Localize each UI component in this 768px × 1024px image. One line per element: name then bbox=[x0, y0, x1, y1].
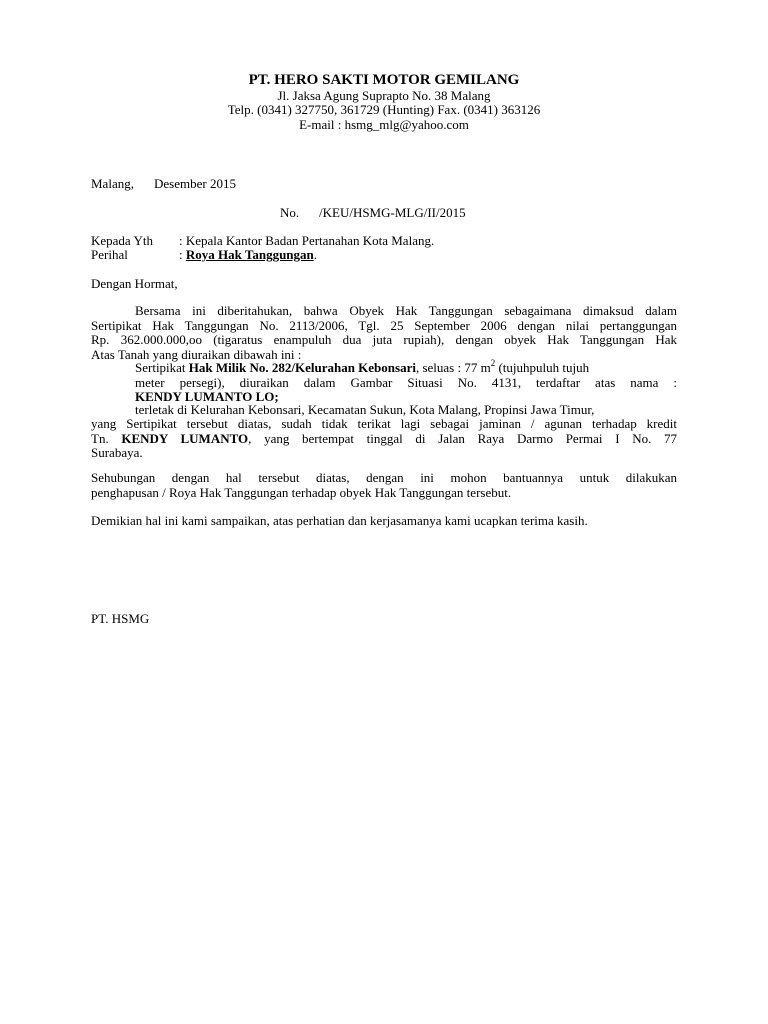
subject-line: : Roya Hak Tanggungan. bbox=[179, 247, 318, 262]
to-label: Kepada Yth bbox=[91, 233, 153, 248]
company-email: E-mail : hsmg_mlg@yahoo.com bbox=[299, 117, 469, 132]
paragraph-1: Bersama ini diberitahukan, bahwa Obyek Hak Tanggungan sebagaimana dimaksud dalam Sertipikat Hak Tanggungan No. 2113/2006, Tgl. 25 September 2006 dengan nilai pertanggungan Rp. 362.000.000,oo (tigaratus enampuluh dua juta rupiah), dengan obyek Hak Tanggungan Hak Atas Tanah yang diuraikan dibawah ini : bbox=[91, 303, 677, 362]
paragraph-4: Demikian hal ini kami sampaikan, atas perhatian dan kerjasamanya kami ucapkan terima kasih. bbox=[91, 513, 588, 528]
company-address: Jl. Jaksa Agung Suprapto No. 38 Malang bbox=[277, 88, 491, 103]
certificate-owner: KENDY LUMANTO LO; bbox=[135, 389, 279, 404]
paragraph-3: Sehubungan dengan hal tersebut diatas, dengan ini mohon bantuannya untuk dilakukan penghapusan / Roya Hak Tanggungan terhadap obyek Hak Tanggungan tersebut. bbox=[91, 470, 677, 500]
signature: PT. HSMG bbox=[91, 611, 150, 626]
to-value: : Kepala Kantor Badan Pertanahan Kota Malang. bbox=[179, 233, 435, 248]
company-name: PT. HERO SAKTI MOTOR GEMILANG bbox=[248, 72, 520, 88]
company-phone: Telp. (0341) 327750, 361729 (Hunting) Fax. (0341) 363126 bbox=[227, 102, 541, 117]
subject-value: Roya Hak Tanggungan bbox=[185, 247, 314, 262]
location-line: terletak di Kelurahan Kebonsari, Kecamatan Sukun, Kota Malang, Propinsi Jawa Timur, bbox=[135, 402, 595, 417]
letter-number: /KEU/HSMG-MLG/II/2015 bbox=[319, 205, 466, 220]
number-label: No. bbox=[280, 205, 300, 220]
subject-label: Perihal bbox=[91, 247, 128, 262]
salutation: Dengan Hormat, bbox=[91, 276, 178, 291]
certificate-block: Sertipikat Hak Milik No. 282/Kelurahan Kebonsari, seluas : 77 $m^2$ (tujuhpuluh tujuh meter persegi), diuraikan dalam Gambar Situasi No. 4131, terdaftar atas nama : KENDY LUMANTO LO; bbox=[135, 357, 677, 404]
place: Malang, bbox=[91, 176, 134, 191]
certificate-line: Sertipikat Hak Milik No. 282/Kelurahan Kebonsari, seluas : 77 $m^2$ (tujuhpuluh tujuh bbox=[135, 357, 590, 375]
paragraph-2: yang Sertipikat tersebut diatas, sudah tidak terikat lagi sebagai jaminan / agunan terhadap kredit Tn. KENDY LUMANTO, yang bertempat tinggal di Jalan Raya Darmo Permai I No. 77 Surabaya. bbox=[91, 416, 677, 460]
letter-date: Desember 2015 bbox=[154, 176, 236, 191]
